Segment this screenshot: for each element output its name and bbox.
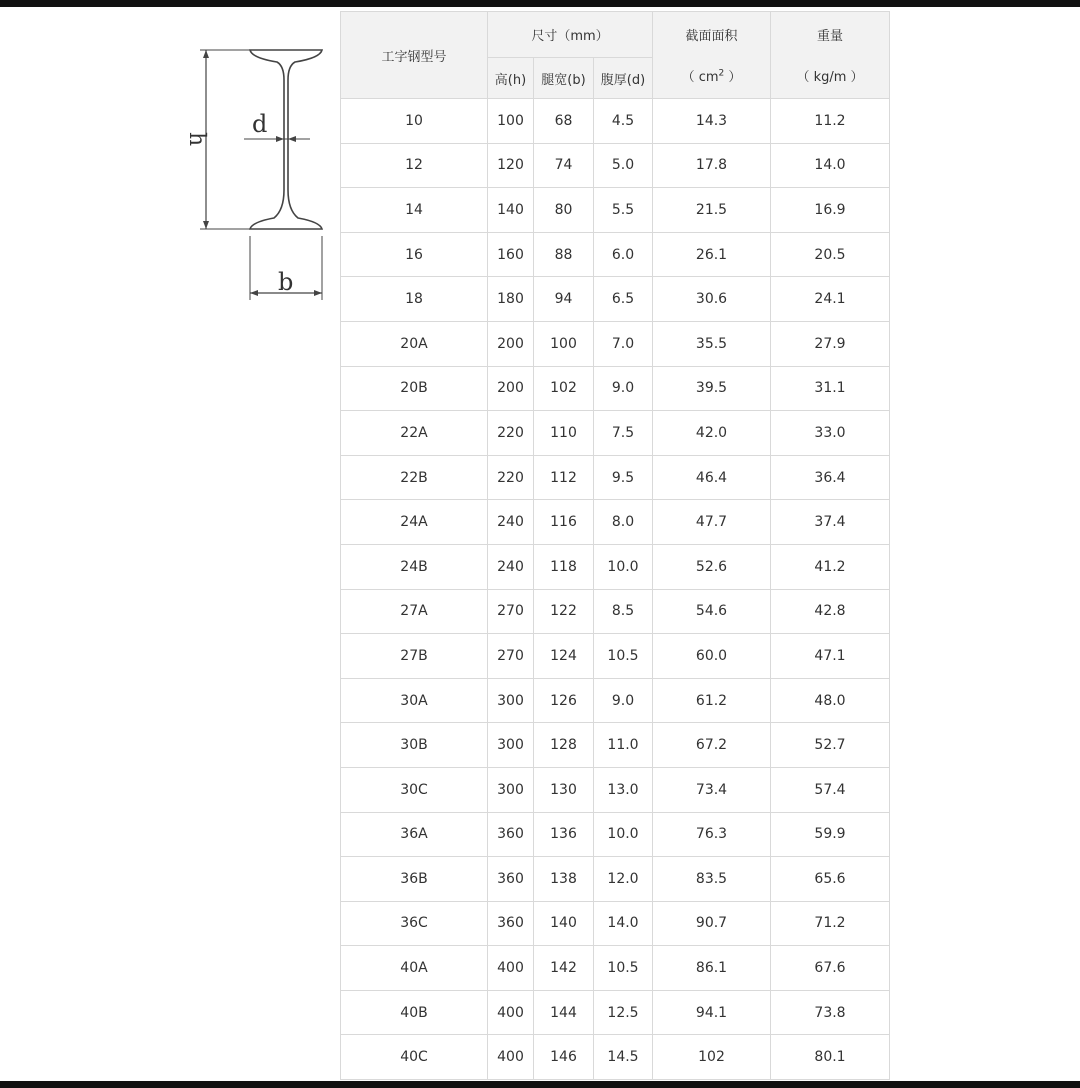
table-header (341, 12, 890, 99)
cell-area: 67.2 (653, 723, 771, 768)
cell-weight: 16.9 (771, 188, 890, 233)
cell-b: 88 (534, 232, 594, 277)
header-dimensions: 尺寸（mm） (488, 12, 653, 58)
cell-d: 7.0 (594, 321, 653, 366)
cell-model: 12 (341, 143, 488, 188)
cell-area: 102 (653, 1035, 771, 1080)
cell-d: 5.0 (594, 143, 653, 188)
cell-weight: 59.9 (771, 812, 890, 857)
cell-h: 240 (488, 500, 534, 545)
header-h: 高(h) (488, 58, 534, 99)
cell-h: 180 (488, 277, 534, 322)
cell-b: 102 (534, 366, 594, 411)
cell-weight: 47.1 (771, 634, 890, 679)
cell-b: 118 (534, 544, 594, 589)
cell-weight: 65.6 (771, 857, 890, 902)
cell-area: 73.4 (653, 767, 771, 812)
cell-b: 130 (534, 767, 594, 812)
table-row (341, 634, 890, 679)
header-weight-unit: （ kg/m ） (796, 70, 864, 85)
table-row (341, 232, 890, 277)
cell-h: 360 (488, 901, 534, 946)
bottom-border (0, 1081, 1080, 1088)
cell-h: 200 (488, 321, 534, 366)
cell-d: 8.0 (594, 500, 653, 545)
cell-model: 10 (341, 99, 488, 144)
cell-d: 9.0 (594, 678, 653, 723)
cell-b: 142 (534, 946, 594, 991)
header-d: 腹厚(d) (594, 58, 653, 99)
i-beam-spec-table (340, 11, 890, 1080)
b-arrow-right (314, 290, 322, 296)
cell-area: 35.5 (653, 321, 771, 366)
cell-area: 26.1 (653, 232, 771, 277)
cell-weight: 36.4 (771, 455, 890, 500)
cell-h: 300 (488, 723, 534, 768)
cell-model: 40C (341, 1035, 488, 1080)
cell-d: 14.0 (594, 901, 653, 946)
table-row (341, 723, 890, 768)
header-area-unit (653, 66, 770, 85)
cell-model: 24A (341, 500, 488, 545)
cell-h: 360 (488, 812, 534, 857)
cell-weight: 71.2 (771, 901, 890, 946)
cell-h: 220 (488, 411, 534, 456)
cell-d: 13.0 (594, 767, 653, 812)
cell-h: 400 (488, 946, 534, 991)
header-area (653, 12, 771, 99)
h-arrow-top (203, 50, 209, 58)
cell-b: 122 (534, 589, 594, 634)
cell-weight: 24.1 (771, 277, 890, 322)
cell-model: 24B (341, 544, 488, 589)
table-row (341, 901, 890, 946)
cell-weight: 52.7 (771, 723, 890, 768)
cell-h: 400 (488, 990, 534, 1035)
d-arrow-left (276, 136, 284, 142)
header-model: 工字钢型号 (341, 12, 488, 99)
cell-b: 100 (534, 321, 594, 366)
table-row (341, 1035, 890, 1080)
cell-b: 138 (534, 857, 594, 902)
cell-model: 14 (341, 188, 488, 233)
cell-weight: 31.1 (771, 366, 890, 411)
cell-b: 146 (534, 1035, 594, 1080)
cell-area: 83.5 (653, 857, 771, 902)
h-arrow-bottom (203, 221, 209, 229)
cell-d: 9.0 (594, 366, 653, 411)
table-row (341, 946, 890, 991)
cell-area: 21.5 (653, 188, 771, 233)
cell-weight: 37.4 (771, 500, 890, 545)
cell-b: 74 (534, 143, 594, 188)
cell-model: 22B (341, 455, 488, 500)
d-arrow-right (288, 136, 296, 142)
i-beam-diagram (170, 40, 340, 310)
cell-d: 12.0 (594, 857, 653, 902)
cell-model: 27B (341, 634, 488, 679)
table-row (341, 321, 890, 366)
cell-h: 140 (488, 188, 534, 233)
cell-model: 36C (341, 901, 488, 946)
cell-d: 8.5 (594, 589, 653, 634)
cell-d: 4.5 (594, 99, 653, 144)
header-area-unit-open: （ cm (681, 70, 719, 85)
cell-weight: 73.8 (771, 990, 890, 1035)
cell-h: 400 (488, 1035, 534, 1080)
table-row (341, 990, 890, 1035)
cell-weight: 80.1 (771, 1035, 890, 1080)
cell-area: 14.3 (653, 99, 771, 144)
cell-model: 20A (341, 321, 488, 366)
table-row (341, 812, 890, 857)
cell-b: 136 (534, 812, 594, 857)
cell-d: 7.5 (594, 411, 653, 456)
cell-model: 40B (341, 990, 488, 1035)
cell-d: 9.5 (594, 455, 653, 500)
cell-area: 30.6 (653, 277, 771, 322)
cell-weight: 14.0 (771, 143, 890, 188)
table-row (341, 455, 890, 500)
table-row (341, 544, 890, 589)
table-row (341, 500, 890, 545)
cell-area: 76.3 (653, 812, 771, 857)
cell-area: 39.5 (653, 366, 771, 411)
cell-d: 5.5 (594, 188, 653, 233)
cell-model: 36B (341, 857, 488, 902)
cell-h: 200 (488, 366, 534, 411)
table-row (341, 143, 890, 188)
b-arrow-left (250, 290, 258, 296)
cell-weight: 27.9 (771, 321, 890, 366)
header-area-unit-close: ） (724, 70, 742, 85)
cell-area: 94.1 (653, 990, 771, 1035)
cell-h: 240 (488, 544, 534, 589)
cell-area: 47.7 (653, 500, 771, 545)
header-weight (771, 12, 890, 99)
cell-h: 300 (488, 767, 534, 812)
table-body (341, 99, 890, 1080)
cell-b: 116 (534, 500, 594, 545)
table-row (341, 188, 890, 233)
table-row (341, 277, 890, 322)
cell-h: 120 (488, 143, 534, 188)
cell-d: 10.5 (594, 634, 653, 679)
cell-weight: 57.4 (771, 767, 890, 812)
header-weight-title: 重量 (816, 29, 843, 44)
cell-b: 80 (534, 188, 594, 233)
cell-d: 6.5 (594, 277, 653, 322)
table-row (341, 767, 890, 812)
cell-area: 54.6 (653, 589, 771, 634)
cell-area: 61.2 (653, 678, 771, 723)
table-row (341, 99, 890, 144)
cell-b: 94 (534, 277, 594, 322)
cell-area: 52.6 (653, 544, 771, 589)
cell-area: 86.1 (653, 946, 771, 991)
label-b: b (278, 268, 294, 296)
cell-b: 68 (534, 99, 594, 144)
cell-d: 14.5 (594, 1035, 653, 1080)
cell-area: 17.8 (653, 143, 771, 188)
cell-d: 10.0 (594, 812, 653, 857)
cell-h: 360 (488, 857, 534, 902)
header-area-title: 截面面积 (685, 29, 738, 44)
cell-model: 36A (341, 812, 488, 857)
cell-weight: 48.0 (771, 678, 890, 723)
cell-model: 30B (341, 723, 488, 768)
cell-area: 60.0 (653, 634, 771, 679)
cell-h: 220 (488, 455, 534, 500)
cell-model: 20B (341, 366, 488, 411)
cell-model: 40A (341, 946, 488, 991)
table-row (341, 411, 890, 456)
cell-model: 27A (341, 589, 488, 634)
cell-d: 6.0 (594, 232, 653, 277)
cell-area: 42.0 (653, 411, 771, 456)
i-beam-diagram-svg (170, 40, 340, 310)
cell-b: 110 (534, 411, 594, 456)
header-b: 腿宽(b) (534, 58, 594, 99)
cell-area: 46.4 (653, 455, 771, 500)
cell-model: 22A (341, 411, 488, 456)
cell-h: 100 (488, 99, 534, 144)
cell-weight: 42.8 (771, 589, 890, 634)
cell-b: 112 (534, 455, 594, 500)
cell-b: 124 (534, 634, 594, 679)
cell-weight: 20.5 (771, 232, 890, 277)
cell-model: 30A (341, 678, 488, 723)
label-h: h (184, 132, 209, 147)
cell-model: 16 (341, 232, 488, 277)
cell-d: 11.0 (594, 723, 653, 768)
top-border (0, 0, 1080, 7)
cell-h: 270 (488, 634, 534, 679)
table-row (341, 366, 890, 411)
table-row (341, 857, 890, 902)
cell-area: 90.7 (653, 901, 771, 946)
cell-h: 160 (488, 232, 534, 277)
cell-weight: 41.2 (771, 544, 890, 589)
cell-h: 300 (488, 678, 534, 723)
cell-b: 126 (534, 678, 594, 723)
cell-model: 30C (341, 767, 488, 812)
cell-d: 10.0 (594, 544, 653, 589)
cell-b: 140 (534, 901, 594, 946)
cell-b: 128 (534, 723, 594, 768)
cell-model: 18 (341, 277, 488, 322)
label-d: d (252, 110, 268, 138)
cell-b: 144 (534, 990, 594, 1035)
table-row (341, 589, 890, 634)
cell-h: 270 (488, 589, 534, 634)
table-row (341, 678, 890, 723)
header-area-unit-sup: 2 (718, 68, 725, 79)
cell-d: 12.5 (594, 990, 653, 1035)
cell-weight: 33.0 (771, 411, 890, 456)
cell-weight: 11.2 (771, 99, 890, 144)
cell-d: 10.5 (594, 946, 653, 991)
cell-weight: 67.6 (771, 946, 890, 991)
